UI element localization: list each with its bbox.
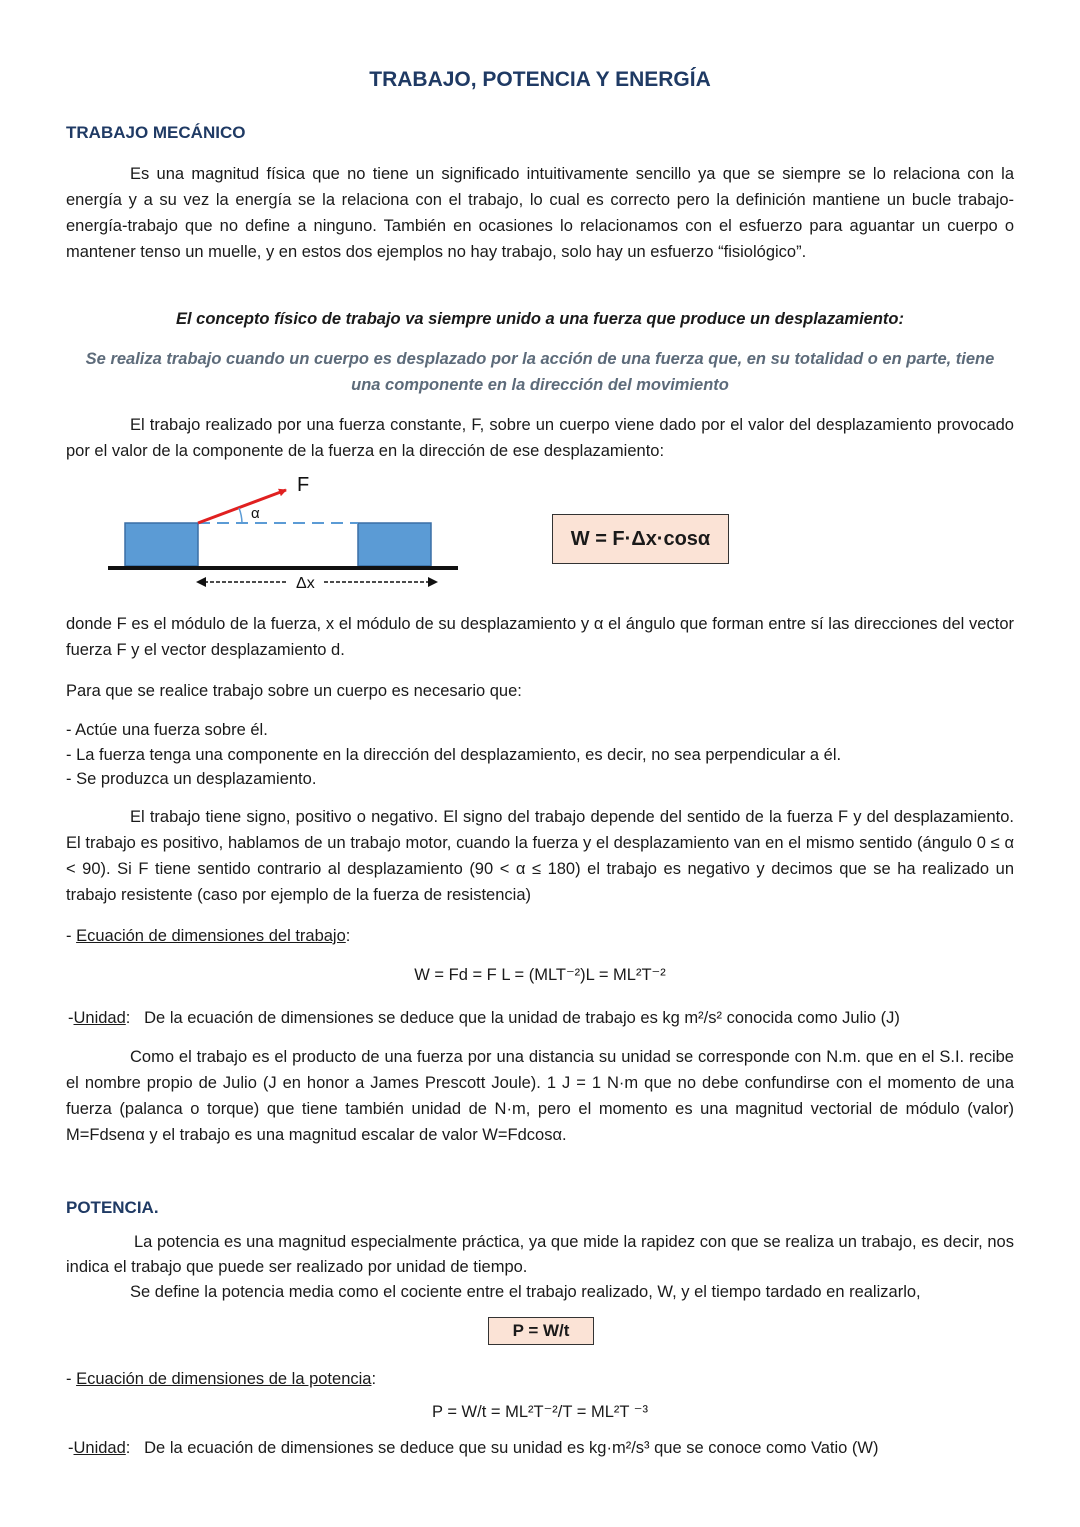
- section-heading-potencia: POTENCIA.: [66, 1198, 159, 1217]
- trabajo-concept: El concepto físico de trabajo va siempre unido a una fuerza que produce un desplazamiento:: [176, 310, 904, 328]
- trabajo-dimensions-label: - Ecuación de dimensiones del trabajo:: [66, 927, 351, 945]
- work-diagram: [100, 470, 470, 600]
- angle-arc: [239, 508, 242, 523]
- list-item: - Se produzca un desplazamiento.: [66, 770, 317, 788]
- trabajo-unit-line: -Unidad: De la ecuación de dimensiones se deduce que la unidad de trabajo es kg m²/s² conocida como Julio (J): [68, 1009, 900, 1027]
- conditions-list: [66, 718, 841, 792]
- potencia-definition: Se define la potencia media como el cociente entre el trabajo realizado, W, y el tiempo tardado en realizarlo,: [130, 1283, 921, 1301]
- sign-paragraph: El trabajo tiene signo, positivo o negativo. El signo del trabajo depende del sentido de la fuerza F y del desplazamiento. El trabajo es positivo, hablamos de un trabajo motor, cuando la fuerza y el desplazamiento van en el mismo sentido (ángulo 0 ≤ α < 90). Si F tiene sentido contrario al desplazamiento (90 < α ≤ 180) el trabajo es negativo y decimos que se ha realizado un trabajo resistente (caso por ejemplo de la fuerza de resistencia): [66, 808, 1014, 904]
- potencia-dimensions-label: - Ecuación de dimensiones de la potencia:: [66, 1370, 377, 1388]
- block-initial: [125, 523, 198, 566]
- work-formula-box: W = F·Δx·cosα: [552, 514, 729, 564]
- list-item: - Actúe una fuerza sobre él.: [66, 721, 268, 739]
- potencia-unit-line: -Unidad: De la ecuación de dimensiones se deduce que su unidad es kg·m²/s³ que se conoce como Vatio (W): [68, 1439, 879, 1457]
- trabajo-intro-paragraph: Es una magnitud física que no tiene un significado intuitivamente sencillo ya que se siempre se lo relaciona con la energía y a su vez la energía se la relaciona con el trabajo, lo cual es correcto pero la definición mantiene un bucle trabajo-energía-trabajo que no define a ninguno. También en ocasiones lo relacionamos con el esfuerzo para aguantar un cuerpo o mantener tenso un muelle, y en estos dos ejemplos no hay trabajo, solo hay un esfuerzo “fisiológico”.: [66, 165, 1014, 261]
- force-label: F: [297, 474, 310, 496]
- constant-force-paragraph: El trabajo realizado por una fuerza constante, F, sobre un cuerpo viene dado por el valor del desplazamiento provocado por el valor de la componente de la fuerza en la dirección de ese desplazamiento:: [66, 416, 1014, 460]
- displacement-label: Δx: [296, 575, 315, 592]
- trabajo-definition: Se realiza trabajo cuando un cuerpo es desplazado por la acción de una fuerza que, en su totalidad o en parte, tiene una componente en la dirección del movimiento: [85, 350, 995, 394]
- potencia-intro-paragraph: La potencia es una magnitud especialmente práctica, ya que mide la rapidez con que se realiza un trabajo, es decir, nos indica el trabajo que puede ser realizado por unidad de tiempo.: [66, 1233, 1014, 1276]
- section-heading-trabajo: TRABAJO MECÁNICO: [66, 123, 246, 142]
- trabajo-dimensions-equation: W = Fd = F L = (MLT⁻²)L = ML²T⁻²: [414, 966, 666, 984]
- angle-label: α: [251, 505, 260, 522]
- power-formula-box: P = W/t: [488, 1317, 594, 1345]
- list-item: - La fuerza tenga una componente en la dirección del desplazamiento, es decir, no sea perpendicular a él.: [66, 745, 842, 764]
- conditions-intro: Para que se realice trabajo sobre un cuerpo es necesario que:: [66, 682, 522, 700]
- where-paragraph: donde F es el módulo de la fuerza, x el módulo de su desplazamiento y α el ángulo que forman entre sí las direcciones del vector fuerza F y el vector desplazamiento d.: [66, 615, 1014, 659]
- block-final: [358, 523, 431, 566]
- joule-paragraph: Como el trabajo es el producto de una fuerza por una distancia su unidad se corresponde con N.m. que en el S.I. recibe el nombre propio de Julio (J en honor a James Prescott Joule). 1 J = 1 N·m que no debe confundirse con el momento de una fuerza (palanca o torque) que tiene también unidad de N·m, pero el momento es una magnitud vectorial de módulo (valor) M=Fdsenα y el trabajo es una magnitud escalar de valor W=Fdcosα.: [66, 1048, 1014, 1144]
- potencia-dimensions-equation: P = W/t = ML²T⁻²/T = ML²T ⁻³: [432, 1403, 648, 1421]
- page-title: TRABAJO, POTENCIA Y ENERGÍA: [369, 68, 711, 91]
